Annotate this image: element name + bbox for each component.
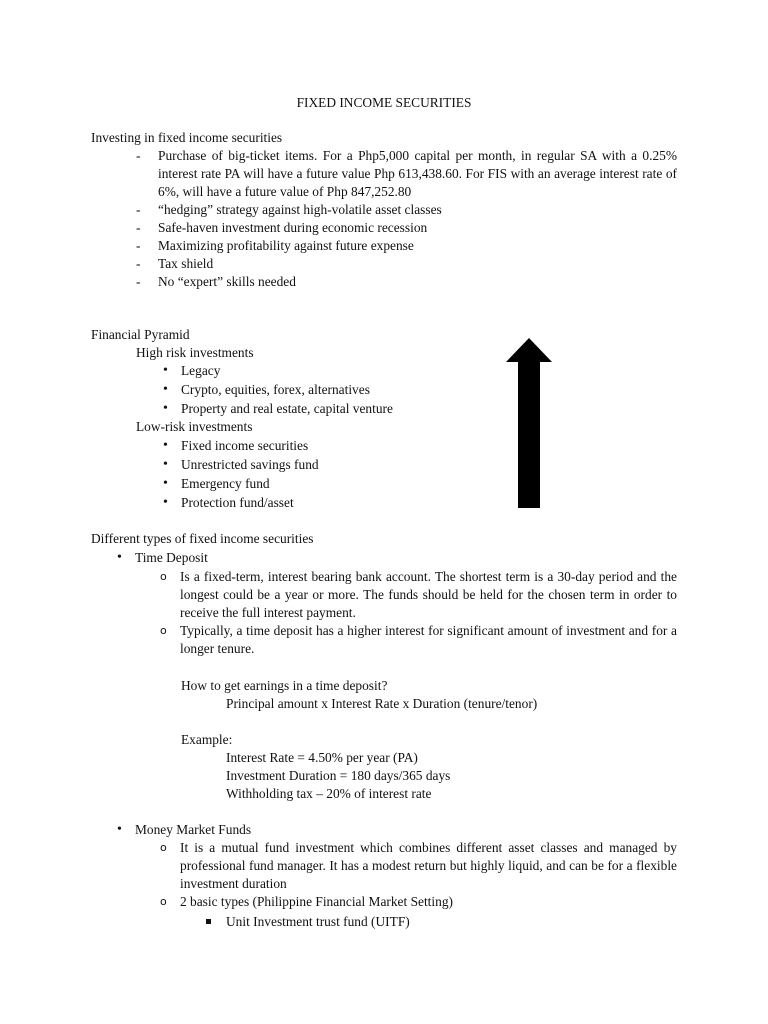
investing-item: - “hedging” strategy against high-volatile asset classes <box>136 201 677 219</box>
investing-item: - Maximizing profitability against future expense <box>136 237 677 255</box>
low-risk-item: • Fixed income securities <box>159 437 479 456</box>
time-deposit-bullet <box>113 549 413 568</box>
high-risk-item: • Crypto, equities, forex, alternatives <box>159 381 479 400</box>
time-deposit-point: o Typically, a time deposit has a higher interest for significant amount of investment and for a longer tenure. <box>158 622 677 658</box>
money-market-points <box>158 839 677 911</box>
pyramid-heading: Financial Pyramid <box>91 327 190 342</box>
up-arrow-icon <box>506 338 552 508</box>
investing-item: - Purchase of big-ticket items. For a Php5,000 capital per month, in regular SA with a 0.25% interest rate PA will have a future value Php 613,438.60. For FIS with an average interest rate of 6%, will have a future value of Php 847,252.80 <box>136 147 677 201</box>
time-deposit-label: • Time Deposit <box>113 549 413 568</box>
earnings-formula: Principal amount x Interest Rate x Duration (tenure/tenor) <box>226 696 538 711</box>
high-risk-item: • Legacy <box>159 362 479 381</box>
money-market-label: • Money Market Funds <box>113 821 413 840</box>
low-risk-item: • Emergency fund <box>159 475 479 494</box>
money-market-subtype: Unit Investment trust fund (UITF) <box>204 913 604 931</box>
money-market-subtypes <box>204 913 604 931</box>
investing-item: - Tax shield <box>136 255 677 273</box>
low-risk-list <box>159 437 479 513</box>
money-market-bullet <box>113 821 413 840</box>
high-risk-label: High risk investments <box>136 345 254 360</box>
investing-item: - Safe-haven investment during economic recession <box>136 219 677 237</box>
example-line: Investment Duration = 180 days/365 days <box>226 768 451 783</box>
investing-item: - No “expert” skills needed <box>136 273 677 291</box>
money-market-point: o It is a mutual fund investment which combines different asset classes and managed by professional fund manager. It has a modest return but highly liquid, and can be for a flexible investment duration <box>158 839 677 893</box>
investing-heading: Investing in fixed income securities <box>91 130 283 145</box>
low-risk-label: Low-risk investments <box>136 419 253 434</box>
earnings-question: How to get earnings in a time deposit? <box>181 678 388 693</box>
low-risk-item: • Unrestricted savings fund <box>159 456 479 475</box>
investing-list <box>136 147 677 291</box>
low-risk-item: • Protection fund/asset <box>159 494 479 513</box>
high-risk-list <box>159 362 479 419</box>
high-risk-item: • Property and real estate, capital venture <box>159 400 479 419</box>
money-market-point: o 2 basic types (Philippine Financial Market Setting) <box>158 893 677 911</box>
types-heading: Different types of fixed income securities <box>91 531 314 546</box>
time-deposit-points <box>158 568 677 658</box>
example-line: Interest Rate = 4.50% per year (PA) <box>226 750 418 765</box>
document-title: FIXED INCOME SECURITIES <box>296 95 472 110</box>
time-deposit-point: o Is a fixed-term, interest bearing bank account. The shortest term is a 30-day period and the longest could be a year or more. The funds should be held for the chosen term in order to receive the full interest payment. <box>158 568 677 622</box>
example-label: Example: <box>181 732 233 747</box>
example-line: Withholding tax – 20% of interest rate <box>226 786 432 801</box>
